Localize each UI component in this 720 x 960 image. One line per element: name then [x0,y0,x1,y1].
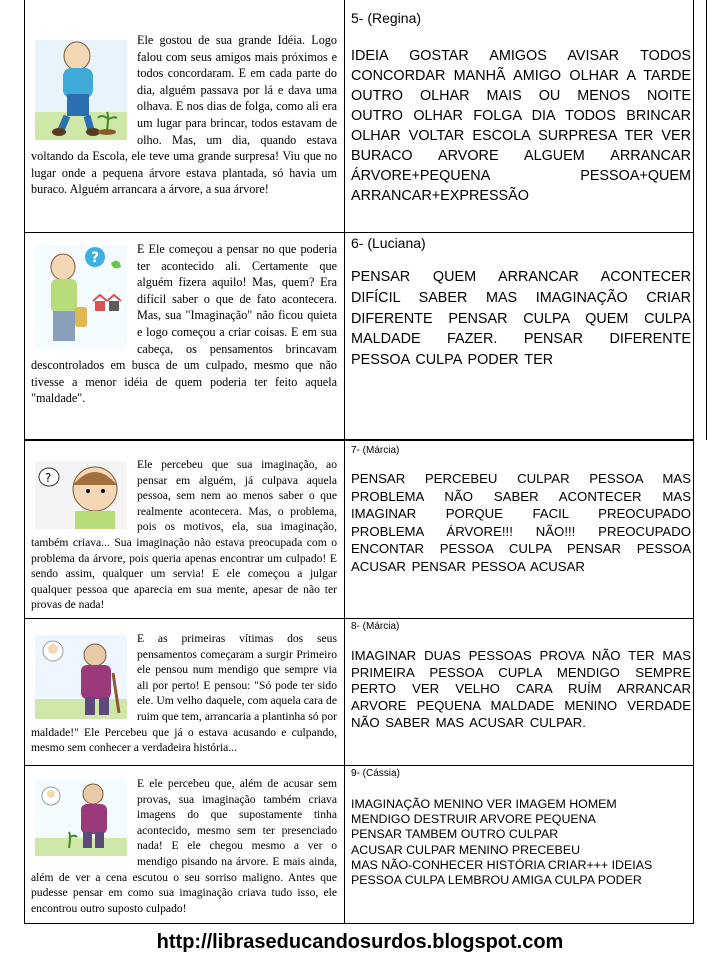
story-text-cell [31,457,337,613]
gloss-cell [351,621,691,732]
gloss-text: IMAGINAR DUAS PESSOAS PROVA NÃO TER MAS PRIMEIRA PESSOA CUPLA MENDIGO SEMPRE PERTO VER VELHO CARA RUÍM ARRANCAR ARVORE PEQUENA MALDADE MENINO VERDADE NÃO SABER MAS ACUSAR CULPAR. [351,648,691,730]
gloss-text [351,797,691,888]
gloss-cell [351,235,691,371]
story-table-top [24,0,694,440]
gloss-heading: 8- (Márcia) [351,621,400,632]
story-text-cell [31,776,337,916]
gloss-line: IMAGINAÇÃO MENINO VER IMAGEM HOMEM [351,797,617,811]
story-paragraph: E ele percebeu que, além de acusar sem provas, sua imaginação também criava imagens do que supostamente tinha acontecido, mesmo sem ter presenciado nada! E ele chegou mesmo a ver o mendigo pisando na árvore. E mais ainda, além de ver a cena escutou o seu sorriso maligno. Antes que pudesse pensar em como sua imaginação criava tudo isso, ele encontrou outro suposto culpado! [31,777,337,915]
story-text-cell [31,32,337,198]
gloss-text: PENSAR QUEM ARRANCAR ACONTECER DIFÍCIL SABER MAS IMAGINAÇÃO CRIAR DIFERENTE PENSAR CULPA QUEM CULPA MALDADE FAZER. PENSAR DIFERENTE PESSOA CULPA PODER TER [351,269,691,369]
table-row [25,232,693,440]
story-text-cell [31,631,337,756]
gloss-text: PENSAR PERCEBEU CULPAR PESSOA MAS PROBLEMA NÃO SABER ACONTECER MAS IMAGINAR PORQUE FACIL PREOCUPADO PROBLEMA ÁRVORE!!! NÃO!!! PREOCUPADO ENCONTAR PESSOA CULPA PENSAR PESSOA ACUSAR PENSAR PESSOA ACUSAR [351,471,691,574]
svg-text:?: ? [91,250,100,266]
story-paragraph: Ele gostou de sua grande Idéia. Logo falou com seus amigos mais próximos e todos concordaram. E em cada parte do dia, alguém passava por lá e dava uma olhava. E nos dias de folga, como ali era um lugar para brincar, todos estavam de olho. Mas, um dia, quando estava voltando da Escola, ele teve uma grande surpresa! Viu que no lugar onde a pequena árvore estava plantada, só havia um buraco. Alguém arrancara a árvore, a sua árvore! [31,33,337,197]
svg-text:?: ? [45,471,52,485]
gloss-line: PENSAR TAMBEM OUTRO CULPAR [351,827,559,842]
boy-question-illustration [33,459,129,531]
gloss-text: IDEIA GOSTAR AMIGOS AVISAR TODOS CONCORDAR MANHÃ AMIGO OLHAR A TARDE OUTRO OLHAR MAIS OU MENOS NOITE OUTRO OLHAR FOLGA DIA TODOS BRINCAR OLHAR VOLTAR ESCOLA SURPRESA TER VER BURACO ARVORE ALGUEM ARRANCAR ÁRVORE+PEQUENA PESSOA+QUEM ARRANCAR+EXPRESSÃO [351,48,691,204]
story-paragraph: Ele percebeu que sua imaginação, ao pensar em alguém, já culpava aquela pessoa, sem nem ao menos saber o que realmente acontecera. Mas, o problema, pois os motivos, ela, sua imaginação, também criava... Sua imaginação não estava preocupada com o problema da árvore, pois queria apenas encontrar um culpado! E sendo assim, qualquer um servia! E ele começou a julgar qualquer pessoa que aparecia em sua mente, apesar de não ter provas de nada! [31,458,337,612]
gloss-heading: 9- (Cássia) [351,768,400,779]
boy-thinking-illustration [33,243,129,351]
gloss-cell [351,768,691,888]
gloss-line: MENDIGO DESTRUIR ARVORE PEQUENA [351,812,596,827]
table-row [25,618,693,765]
gloss-line: PESSOA CULPA LEMBROU AMIGA CULPA PODER [351,873,642,888]
beggar-stepping-on-tree-illustration [33,778,129,858]
table-row [25,0,693,232]
table-row [25,441,693,618]
footer-blog-url[interactable]: http://libraseducandosurdos.blogspot.com [156,931,564,953]
story-paragraph: E Ele começou a pensar no que poderia ter acontecido ali. Certamente que alguém fizera aquilo! Mas, quem? Era difícil saber o que de fato acontecera. Mas, sua "Imaginação" não ficou quieta e logo começou a criar coisas. E em sua cabeça, os pensamentos brincavam descontrolados em busca de um culpado, mesmo que não tivesse a menor idéia de quem poderia ter feito aquela "maldade". [31,242,337,406]
gloss-line: ACUSAR CULPAR MENINO PRECEBEU [351,842,581,857]
story-table-bottom [24,440,694,924]
page-edge-bar [706,0,720,440]
table-row [25,765,693,925]
gloss-heading: 5- (Regina) [351,10,422,26]
gloss-cell [351,10,691,206]
beggar-suspect-illustration [33,633,129,721]
gloss-line: MAS NÃO-CONHECER HISTÓRIA CRIAR+++ IDEIAS [351,857,653,872]
gloss-heading: 6- (Luciana) [351,235,426,251]
gloss-cell [351,445,691,575]
boy-planting-illustration [33,34,129,142]
story-text-cell [31,241,337,407]
gloss-heading: 7- (Márcia) [351,445,400,456]
story-paragraph: E as primeiras vítimas dos seus pensamentos começaram a surgir Primeiro ele pensou num mendigo que sempre via ali por perto! E pensou: "Só pode ter sido ele. Um velho daquele, com aquela cara de ruim que tem, arrancaria a plantinha só por maldade!" Ele Percebeu que já o estava acusando e culpando, mesmo sem conhecer a verdadeira história... [31,632,337,755]
